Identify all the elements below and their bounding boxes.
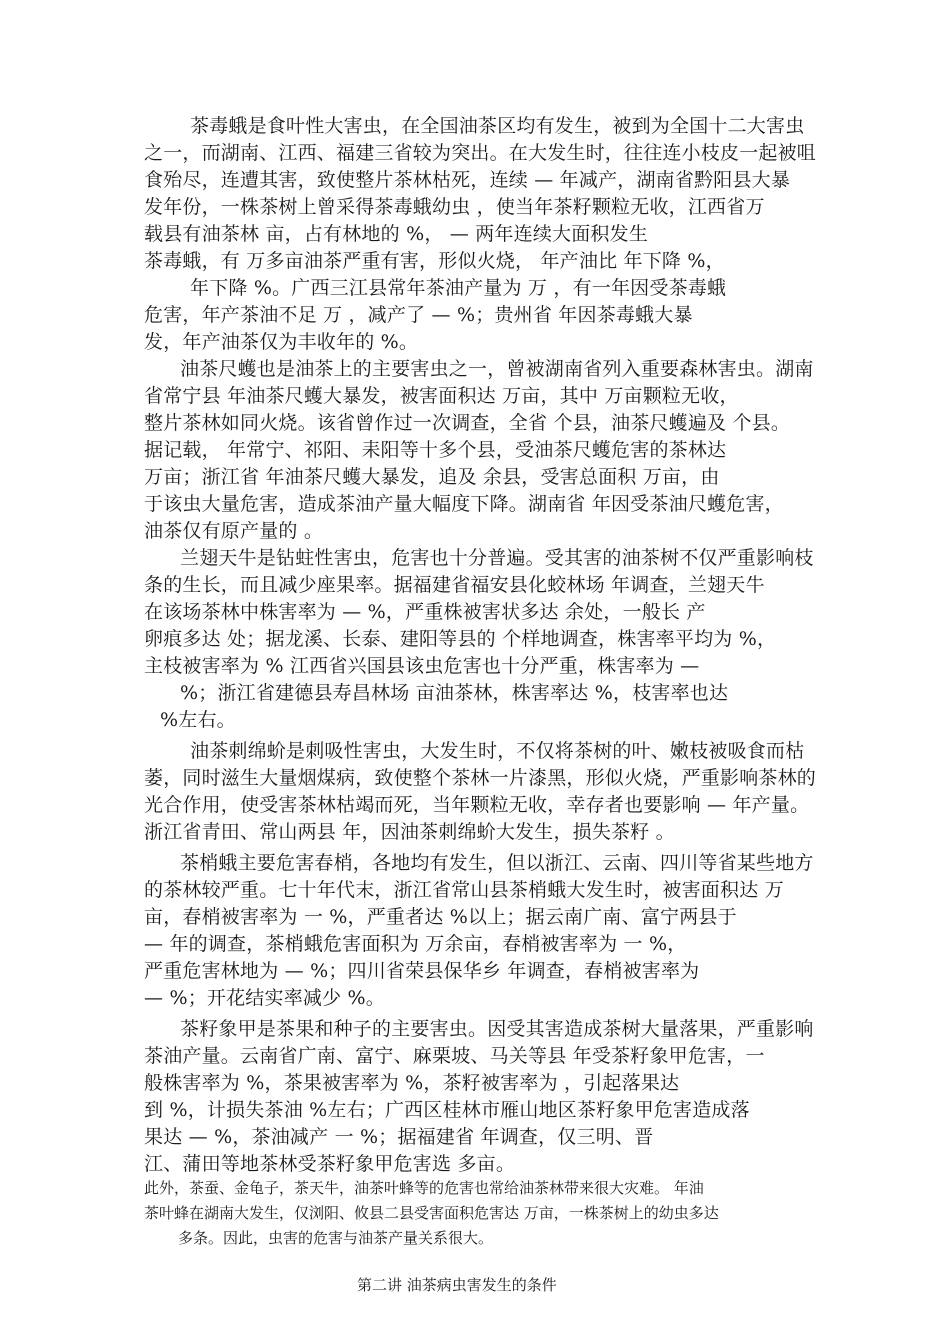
- text-line: 江、蒲田等地茶林受茶籽象甲危害选 多亩。: [144, 1153, 516, 1175]
- text-line: 浙江省青田、常山两县 年，因油茶刺绵蚧大发生，损失茶籽 。: [144, 821, 675, 843]
- text-line: 多条。因此，虫害的危害与油茶产量关系很大。: [178, 1229, 494, 1247]
- text-line: 万亩；浙江省 年油茶尺蠖大暴发，追及 余县，受害总面积 万亩，由: [144, 466, 720, 488]
- text-line: 的茶林较严重。七十年代末，浙江省常山县茶梢蛾大发生时，被害面积达 万: [144, 879, 784, 901]
- text-line: 油茶尺蠖也是油茶上的主要害虫之一，曾被湖南省列入重要森林害虫。湖南: [180, 358, 814, 380]
- text-line: 茶毒蛾，有 万多亩油茶严重有害，形似火烧， 年产油比 年下降 %，: [144, 250, 725, 272]
- text-line: 亩，春梢被害率为 一 %，严重者达 %以上；据云南广南、富宁两县于: [144, 906, 737, 928]
- text-line: 到 %，计损失茶油 %左右；广西区桂林市雁山地区茶籽象甲危害造成落: [144, 1099, 750, 1121]
- text-line: 食殆尽，连遭其害，致使整片茶林枯死，连续 — 年减产，湖南省黔阳县大暴: [144, 169, 791, 191]
- text-line: 发，年产油茶仅为丰收年的 %。: [144, 331, 419, 353]
- text-line: 光合作用，使受害茶林枯竭而死，当年颗粒无收，幸存者也要影响 — 年产量。: [144, 794, 810, 816]
- text-line: 卵痕多达 处；据龙溪、长泰、建阳等县的 个样地调查，株害率平均为 %，: [144, 628, 777, 650]
- text-line: 据记载， 年常宁、祁阳、耒阳等十多个县，受油茶尺蠖危害的茶林达: [144, 439, 727, 461]
- text-line: 严重危害林地为 — %；四川省荣县保华乡 年调查，春梢被害率为: [144, 960, 700, 982]
- text-line: 萎，同时滋生大量烟煤病，致使整个茶林一片漆黑，形似火烧，严重影响茶林的: [144, 767, 817, 789]
- text-line: %；浙江省建德县寿昌林场 亩油茶林，株害率达 %，枝害率也达: [180, 682, 729, 704]
- text-line: 在该场茶林中株害率为 — %，严重株被害状多达 余处，一般长 产: [144, 601, 706, 623]
- text-line: 此外，茶蚕、金龟子，茶天牛，油茶叶蜂等的危害也常给油茶林带来很大灾难。 年油: [144, 1179, 704, 1197]
- text-line: 整片茶林如同火烧。该省曾作过一次调查，全省 个县，油茶尺蠖遍及 个县。: [144, 412, 791, 434]
- text-line: 主枝被害率为 % 江西省兴国县该虫危害也十分严重，株害率为 —: [144, 655, 700, 677]
- text-line: %左右。: [160, 709, 236, 731]
- text-line: 年下降 %。广西三江县常年茶油产量为 万 ，有一年因受茶毒蛾: [190, 277, 727, 299]
- text-line: 茶籽象甲是茶果和种子的主要害虫。因受其害造成茶树大量落果，严重影响: [180, 1018, 814, 1040]
- text-line: 载县有油茶林 亩，占有林地的 %， — 两年连续大面积发生: [144, 223, 649, 245]
- text-line: 于该虫大量危害，造成茶油产量大幅度下降。湖南省 年因受茶油尺蠖危害，: [144, 493, 784, 515]
- text-line: 油茶刺绵蚧是刺吸性害虫，大发生时，不仅将茶树的叶、嫩枝被吸食而枯: [190, 740, 805, 762]
- text-line: 油茶仅有原产量的 。: [144, 520, 324, 542]
- text-line: 危害，年产茶油不足 万 ，减产了 — %；贵州省 年因茶毒蛾大暴: [144, 304, 693, 326]
- text-line: 省常宁县 年油茶尺蠖大暴发，被害面积达 万亩，其中 万亩颗粒无收，: [144, 385, 739, 407]
- text-line: 果达 — %，茶油减产 一 %；据福建省 年调查，仅三明、晋: [144, 1126, 654, 1148]
- text-line: 兰翅天牛是钻蛀性害虫，危害也十分普遍。受其害的油茶树不仅严重影响枝: [180, 547, 814, 569]
- text-line: 茶叶蜂在湖南大发生，仅浏阳、攸县二县受害面积危害达 万亩，一株茶树上的幼虫多达: [144, 1204, 719, 1222]
- text-line: 茶毒蛾是食叶性大害虫，在全国油茶区均有发生，被到为全国十二大害虫: [190, 115, 805, 137]
- text-line: 条的生长，而且减少座果率。据福建省福安县化蛟林场 年调查，兰翅天牛: [144, 574, 765, 596]
- text-line: 般株害率为 %，茶果被害率为 %，茶籽被害率为 ，引起落果达: [144, 1072, 680, 1094]
- text-line: 茶梢蛾主要危害春梢，各地均有发生，但以浙江、云南、四川等省某些地方: [180, 852, 814, 874]
- section-heading: 第二讲 油茶病虫害发生的条件: [357, 1276, 557, 1294]
- text-line: 发年份，一株茶树上曾采得茶毒蛾幼虫 ，使当年茶籽颗粒无收，江西省万: [144, 196, 765, 218]
- text-line: 茶油产量。云南省广南、富宁、麻栗坡、马关等县 年受茶籽象甲危害，一: [144, 1045, 765, 1067]
- text-line: — 年的调查，茶梢蛾危害面积为 万余亩，春梢被害率为 一 %，: [144, 933, 687, 955]
- text-line: 之一，而湖南、江西、福建三省较为突出。在大发生时，往往连小枝皮一起被咀: [144, 142, 817, 164]
- text-line: — %；开花结实率减少 %。: [144, 987, 385, 1009]
